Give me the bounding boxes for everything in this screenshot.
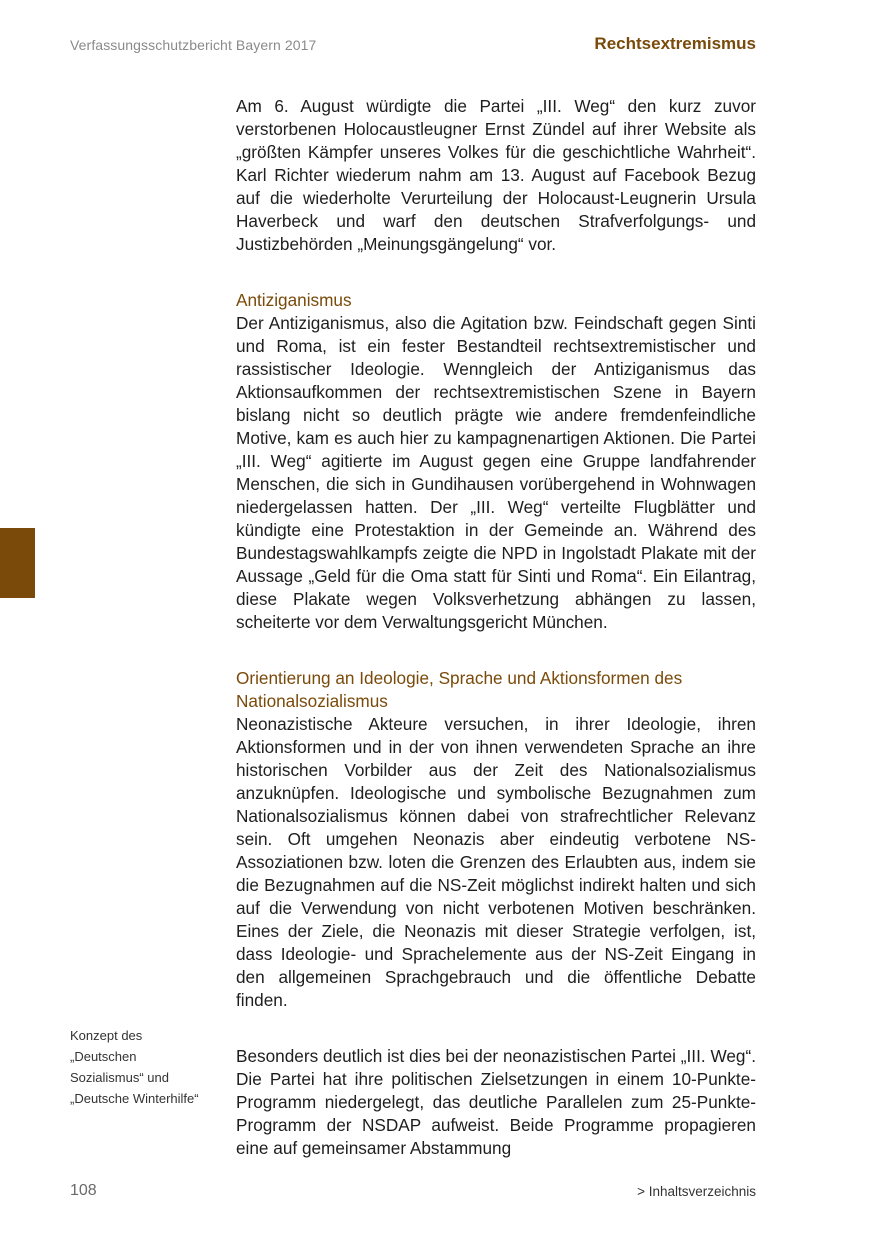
section-title: Rechtsextremismus: [594, 34, 756, 53]
chapter-side-tab: [0, 528, 35, 598]
paragraph-nationalsozialismus: Neonazistische Akteure versuchen, in ihrer Ideologie, ihren Aktionsformen und in der von ihnen verwendeten Sprache an ihre historischen Vorbilder aus der Zeit des Nationalsozialismus anzuknüpfen. Ideologische und symbolische Bezugnahmen zum Nationalsozialismus können dabei von strafrechtlicher Relevanz sein. Oft umgehen Neonazis aber eindeutig verbotene NS-Assoziationen bzw. loten die Grenzen des Erlaubten aus, indem sie die Bezugnahmen auf die NS-Zeit möglichst indirekt halten und sich auf die Verwendung von nicht verbotenen Motiven beschränken. Eines der Ziele, die Neonazis mit dieser Strategie verfolgen, ist, dass Ideologie- und Sprachelemente aus der NS-Zeit Eingang in den allgemeinen Sprachgebrauch und die öffentliche Debatte finden.: [236, 714, 756, 1010]
paragraph-intro: Am 6. August würdigte die Partei „III. Weg“ den kurz zuvor verstorbenen Holocaustleugner Ernst Zündel auf ihrer Website als „größten Kämpfer unseres Volkes für die geschichtliche Wahrheit“. Karl Richter wiederum nahm am 13. August auf Facebook Bezug auf die wiederholte Verurteilung der Holocaust-Leugnerin Ursula Haverbeck und warf den deutschen Strafverfolgungs- und Justizbehörden „Meinungsgängelung“ vor.: [236, 96, 756, 254]
main-content: [236, 95, 756, 1160]
heading-nationalsozialismus: Orientierung an Ideologie, Sprache und Aktionsformen des Nationalsozialismus: [236, 668, 683, 711]
toc-link[interactable]: > Inhaltsverzeichnis: [637, 1184, 756, 1199]
page-number: 108: [70, 1182, 97, 1199]
heading-antiziganismus: Antiziganismus: [236, 290, 352, 310]
paragraph-antiziganismus: Der Antiziganismus, also die Agitation bzw. Feindschaft gegen Sinti und Roma, ist ein fester Bestandteil rechtsextremistischer und rassistischer Ideologie. Wenngleich der Antiziganismus das Aktionsaufkommen der rechtsextremistischen Szene in Bayern bislang nicht so deutlich prägte wie andere fremdenfeindliche Motive, kam es auch hier zu kampagnenartigen Aktionen. Die Partei „III. Weg“ agitierte im August gegen eine Gruppe landfahrender Menschen, die sich in Gundihausen vorübergehend in Wohnwagen niedergelassen hatten. Der „III. Weg“ verteilte Flugblätter und kündigte eine Protestaktion in der Gemeinde an. Während des Bundestagswahlkampfs zeigte die NPD in Ingolstadt Plakate mit der Aussage „Geld für die Oma statt für Sinti und Roma“. Ein Eilantrag, diese Plakate wegen Volksverhetzung abhängen zu lassen, scheiterte vor dem Verwaltungsgericht München.: [236, 313, 756, 632]
margin-note: Konzept des „Deutschen Sozialismus“ und „Deutsche Winterhilfe“: [70, 1028, 199, 1106]
paragraph-programm: Besonders deutlich ist dies bei der neonazistischen Partei „III. Weg“. Die Partei hat ihre politischen Zielsetzungen in einem 10-Punkte-Programm niedergelegt, das deutliche Parallelen zum 25-Punkte-Programm der NSDAP aufweist. Beide Programme propagieren eine auf gemeinsamer Abstammung: [236, 1046, 756, 1158]
running-title: Verfassungsschutzbericht Bayern 2017: [70, 37, 317, 53]
